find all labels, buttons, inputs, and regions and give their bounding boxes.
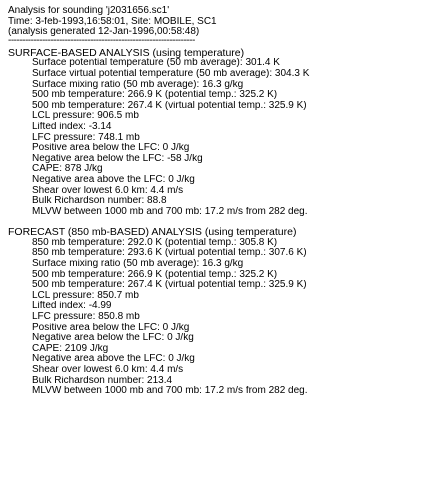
forecast-line: MLVW between 1000 mb and 700 mb: 17.2 m/s from 282 deg. [32, 386, 308, 397]
forecast-line: Lifted index: -4.99 [32, 301, 112, 312]
surface-line: Negative area below the LFC: -58 J/kg [32, 153, 203, 164]
surface-line: 500 mb temperature: 266.9 K (potential temp.: 325.2 K) [32, 90, 278, 101]
forecast-line: 850 mb temperature: 292.0 K (potential temp.: 305.8 K) [32, 237, 278, 248]
surface-line: Bulk Richardson number: 88.8 [32, 196, 167, 207]
forecast-line: Negative area above the LFC: 0 J/kg [32, 354, 195, 365]
forecast-line: 500 mb temperature: 266.9 K (potential temp.: 325.2 K) [32, 269, 278, 280]
surface-line: Positive area below the LFC: 0 J/kg [32, 143, 190, 154]
forecast-line: Surface mixing ratio (50 mb average): 16.3 g/kg [32, 259, 244, 270]
surface-line: CAPE: 878 J/kg [32, 164, 103, 175]
surface-line: Shear over lowest 6.0 km: 4.4 m/s [32, 185, 184, 196]
surface-line: Surface mixing ratio (50 mb average): 16.3 g/kg [32, 79, 244, 90]
surface-section-list [8, 58, 440, 217]
surface-line: 500 mb temperature: 267.4 K (virtual potential temp.: 325.9 K) [32, 100, 307, 111]
forecast-section-list [8, 238, 440, 397]
surface-line: Surface virtual potential temperature (50 mb average): 304.3 K [32, 68, 310, 79]
forecast-line: Positive area below the LFC: 0 J/kg [32, 322, 190, 333]
forecast-line: Bulk Richardson number: 213.4 [32, 375, 173, 386]
forecast-line: LCL pressure: 850.7 mb [32, 290, 139, 301]
forecast-line: 500 mb temperature: 267.4 K (virtual potential temp.: 325.9 K) [32, 280, 307, 291]
surface-line: MLVW between 1000 mb and 700 mb: 17.2 m/s from 282 deg. [32, 206, 308, 217]
surface-line: LCL pressure: 906.5 mb [32, 111, 139, 122]
sounding-time-line: Time: 3-feb-1993,16:58:01, Site: MOBILE, SC1 [8, 16, 217, 27]
surface-line: LFC pressure: 748.1 mb [32, 132, 140, 143]
forecast-line: 850 mb temperature: 293.6 K (virtual potential temp.: 307.6 K) [32, 248, 307, 259]
surface-line: Surface potential temperature (50 mb average): 301.4 K [32, 58, 280, 69]
forecast-line: Shear over lowest 6.0 km: 4.4 m/s [32, 365, 184, 375]
surface-section-title: SURFACE-BASED ANALYSIS (using temperature) [8, 47, 245, 59]
forecast-line: CAPE: 2109 J/kg [32, 343, 109, 354]
header-divider-rule: ------------------------------------------------------------------ [8, 37, 195, 46]
surface-line: Negative area above the LFC: 0 J/kg [32, 174, 195, 185]
sounding-analysis-document [8, 6, 440, 397]
forecast-section-title: FORECAST (850 mb-BASED) ANALYSIS (using temperature) [8, 227, 297, 238]
forecast-line: LFC pressure: 850.8 mb [32, 312, 140, 323]
analysis-generated-line: (analysis generated 12-Jan-1996,00:58:48) [8, 27, 200, 38]
forecast-line: Negative area below the LFC: 0 J/kg [32, 333, 194, 344]
sounding-title-line: Analysis for sounding 'j2031656.sc1' [8, 6, 170, 16]
surface-line: Lifted index: -3.14 [32, 121, 112, 132]
